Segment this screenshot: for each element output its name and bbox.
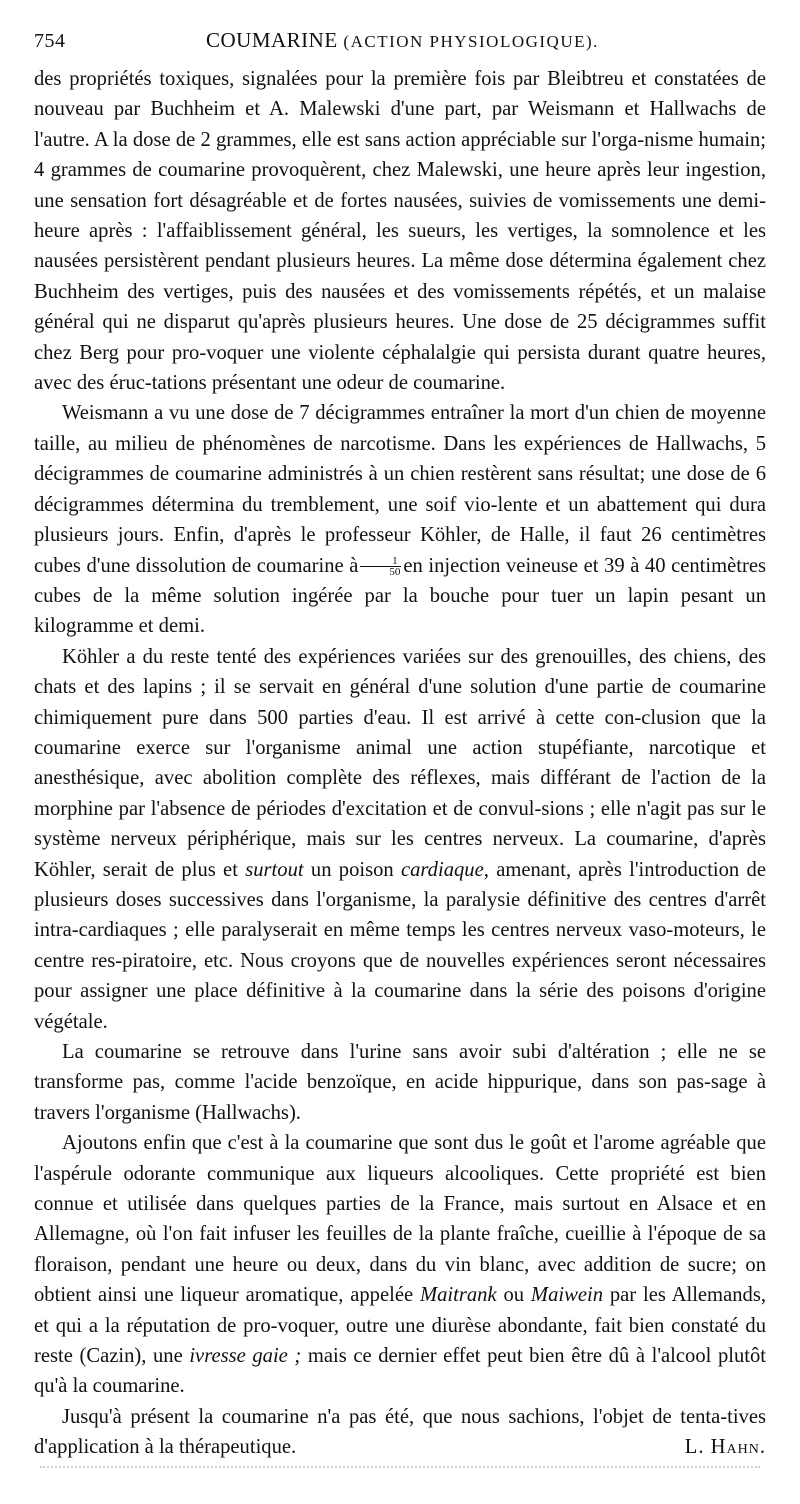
- author-signature: L. Hahn.: [684, 1436, 766, 1459]
- paragraph-3-text-c: amenant, après l'introduction de plusieurs doses successives dans l'organisme, la paralysie définitive des centres d'arrêt intra-cardiaques ; elle paralyserait en même temps les centres nerveux vaso-moteurs, le centre res-piratoire, etc. Nous croyons que de nouvelles expériences seront nécessaires pour assigner une place définitive à la coumarine dans la série des poisons d'origine végétale.: [34, 858, 766, 1033]
- fraction-denominator: 50: [389, 566, 401, 579]
- paragraph-3-text-a: Köhler a du reste tenté des expériences variées sur des grenouilles, des chiens, des chats et des lapins ; il se servait en général d'une solution d'une partie de coumarine chimiquement pure dans 500 parties d'eau. Il est arrivé à cette con-clusion que la coumarine exerce sur l'organisme animal une action stupéfiante, narcotique et anesthésique, avec abolition complète des réflexes, mais différant de l'action de la morphine par l'absence de périodes d'excitation et de convul-sions ; elle n'agit pas sur le système nerveux périphérique, mais sur les centres nerveux. La coumarine, d'après Köhler, serait de plus et: [34, 645, 766, 881]
- running-title: COUMARINE: [206, 28, 338, 52]
- paragraph-6: [34, 1402, 766, 1463]
- paragraph-5-text-d: mais ce dernier effet peut bien être dû à l'alcool plutôt qu'à la coumarine.: [34, 1345, 766, 1398]
- page-number: 754: [34, 30, 66, 52]
- paragraph-2: [34, 398, 766, 641]
- running-header: [34, 28, 766, 64]
- fraction: [360, 556, 401, 577]
- paragraph-5-text-a: Ajoutons enfin que c'est à la coumarine que sont dus le goût et l'arome agréable que l'aspérule odorante communique aux liqueurs alcooliques. Cette propriété est bien connue et utilisée dans quelques parties de la France, mais surtout en Alsace et en Allemagne, où l'on fait infuser les feuilles de la plante fraîche, cueillie à l'époque de sa floraison, pendant une heure ou deux, dans du vin blanc, avec addition de sucre; on obtient ainsi une liqueur aromatique, appelée: [34, 1132, 766, 1307]
- emphasis-maiwein: Maiwein: [530, 1284, 603, 1307]
- paragraph-6-text: Jusqu'à présent la coumarine n'a pas été, que nous sachions, l'objet de tenta-tives d'application à la thérapeutique.: [34, 1405, 766, 1459]
- paragraph-2-text-b: en injection veineuse et 39 à 40 centimètres cubes de la même solution ingérée par la bouche pour tuer un lapin pesant un kilogramme et demi.: [34, 554, 767, 638]
- running-subtitle: (ACTION PHYSIOLOGIQUE).: [343, 32, 599, 51]
- paragraph-4: La coumarine se retrouve dans l'urine sans avoir subi d'altération ; elle ne se transforme pas, comme l'acide benzoïque, en acide hippurique, dans son pas-sage à travers l'organisme (Hallwachs).: [34, 1041, 766, 1124]
- paragraph-1: des propriétés toxiques, signalées pour la première fois par Bleibtreu et constatées de nouveau par Buchheim et A. Malewski d'une part, par Weismann et Hallwachs de l'autre. A la dose de 2 grammes, elle est sans action appréciable sur l'orga-nisme humain; 4 grammes de coumarine provoquèrent, chez Malewski, une heure après leur ingestion, une sensation fort désagréable et de fortes nausées, suivies de vomissements une demi-heure après : l'affaiblissement général, les sueurs, les vertiges, la somnolence et les nausées persistèrent pendant plusieurs heures. La même dose détermina également chez Buchheim des vertiges, puis des nausées et des vomissements répétés, et un malaise général qui ne disparut qu'après plusieurs heures. Une dose de 25 décigrammes suffit chez Berg pour pro-voquer une violente céphalalgie qui persista durant quatre heures, avec des éruc-tations présentant une odeur de coumarine.: [34, 68, 766, 395]
- paragraph-3: [34, 642, 766, 1037]
- document-page: [34, 28, 766, 1463]
- bleed-through-marks: [40, 1466, 760, 1476]
- emphasis-surtout: surtout: [245, 858, 304, 881]
- emphasis-maitrank: Maitrank: [419, 1284, 497, 1307]
- fraction-numerator: 1: [360, 556, 401, 567]
- paragraph-5-text-b: ou: [503, 1284, 525, 1307]
- paragraph-2-text-a: Weismann a vu une dose de 7 décigrammes entraîner la mort d'un chien de moyenne taille, au milieu de phénomènes de narcotisme. Dans les expériences de Hallwachs, 5 décigrammes de coumarine administrés à un chien restèrent sans résultat; une dose de 6 décigrammes détermina du tremblement, une soif vio-lente et un abattement qui dura plusieurs jours. Enfin, d'après le professeur Köhler, de Halle, il faut 26 centimètres cubes d'une dissolution de coumarine à: [34, 402, 766, 577]
- emphasis-cardiaque: cardiaque,: [401, 858, 489, 881]
- paragraph-3-text-b: un poison: [310, 858, 394, 881]
- paragraph-5: [34, 1128, 766, 1402]
- body-text: [34, 64, 766, 1463]
- paragraph-5-text-c: par les Allemands, et qui a la réputation de pro-voquer, outre une diurèse abondante, fait bien constaté du reste (Cazin), une: [34, 1284, 766, 1368]
- emphasis-ivresse-gaie: ivresse gaie ;: [189, 1345, 302, 1368]
